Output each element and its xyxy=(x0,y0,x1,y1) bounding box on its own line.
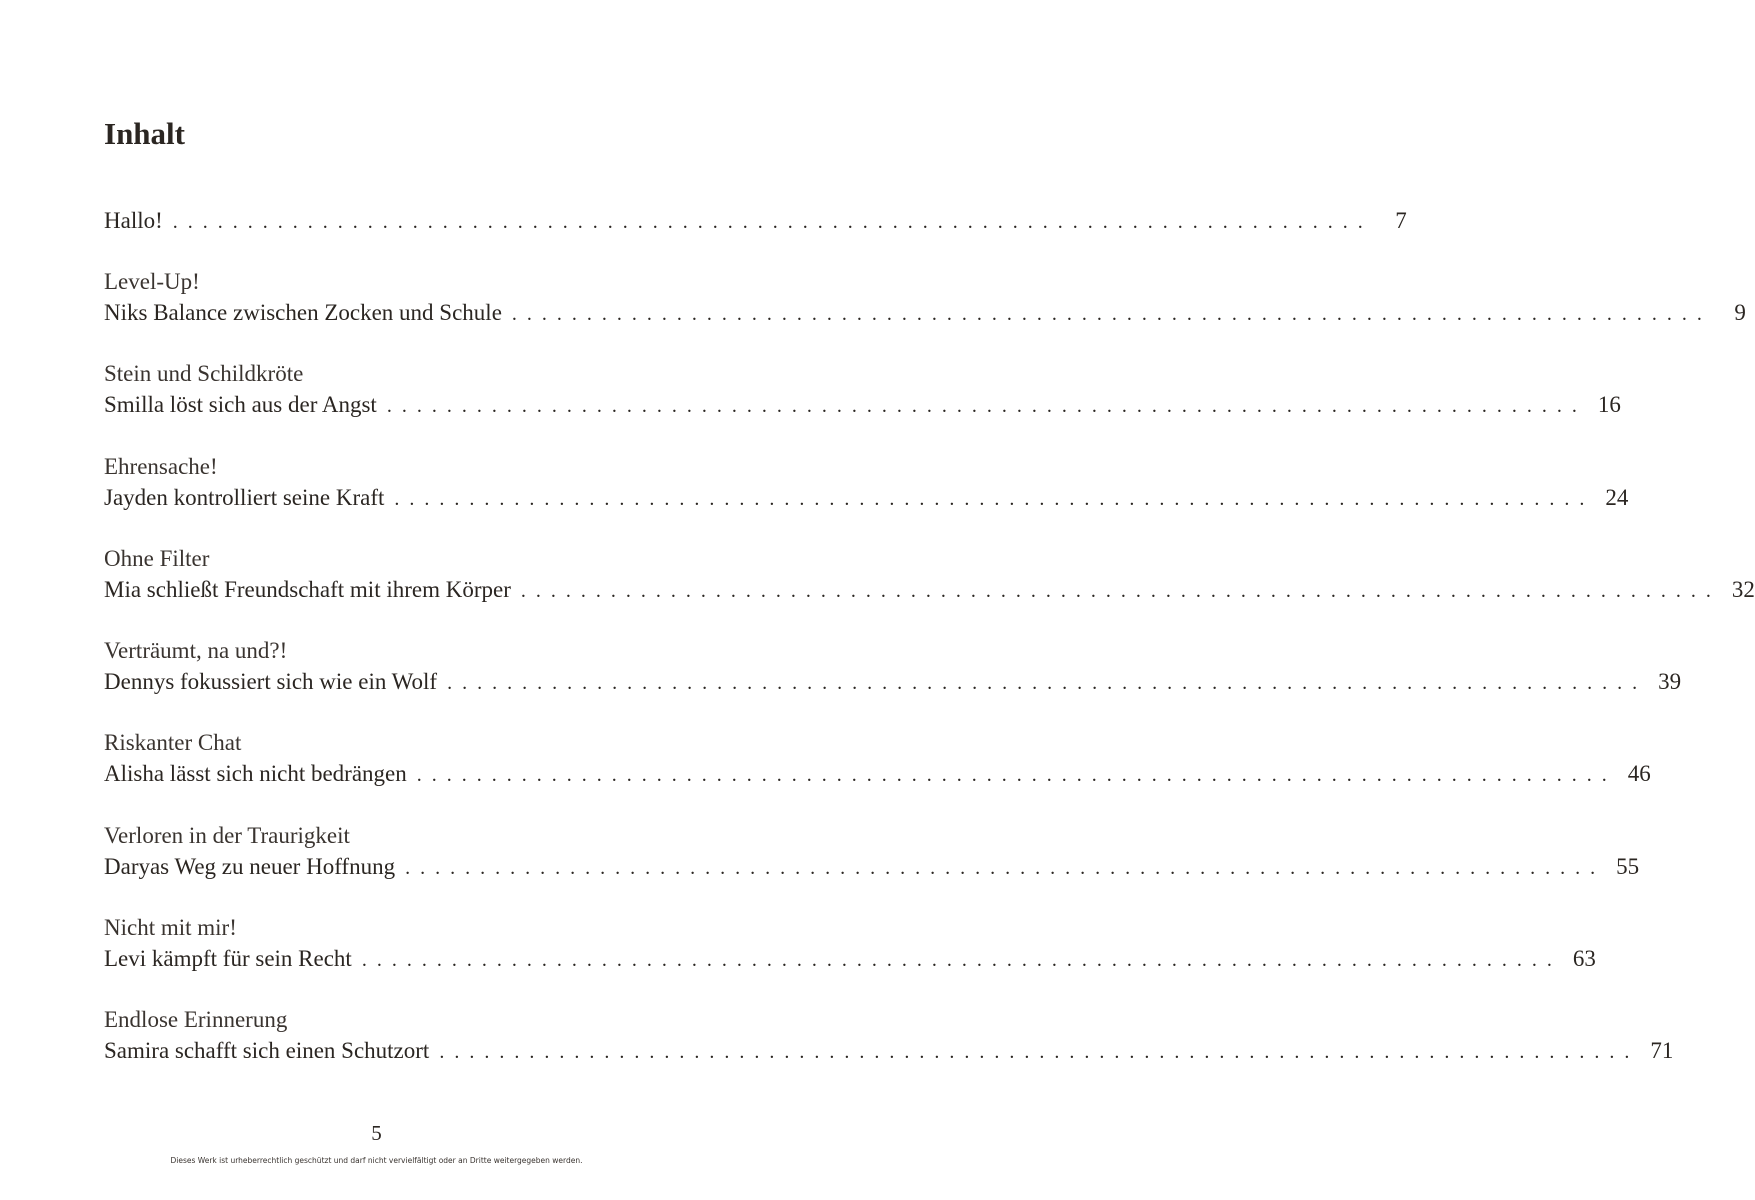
toc-entry-line xyxy=(104,944,1596,974)
toc-entry[interactable] xyxy=(104,267,1746,359)
toc-entry-title: Endlose Erinnerung xyxy=(104,1007,288,1033)
toc-entry-page: 32 xyxy=(1731,576,1755,602)
toc-entry-subtitle: Hallo! xyxy=(104,208,163,233)
toc-entry-subtitle: Jayden kontrolliert seine Kraft xyxy=(104,484,385,510)
toc-entry-page: 55 xyxy=(1616,853,1640,879)
dot-leader: . . . . . . . . . . . . . . . . . . . . . . . . . . . . . . . . . . . . . . . . . . . . . . . . . . . . . . . . . . . . . . . . . . . . . . . . . . . . . . . . xyxy=(361,949,1552,972)
toc-entry-page: 9 xyxy=(1734,300,1746,325)
toc-entry-title: Stein und Schildkröte xyxy=(104,361,304,387)
toc-entry-page: 63 xyxy=(1572,946,1596,972)
dot-leader: . . . . . . . . . . . . . . . . . . . . . . . . . . . . . . . . . . . . . . . . . . . . . . . . . . . . . . . . . . . . . . . . . . . . . . . . . . . . . . . . xyxy=(447,672,1638,695)
dot-leader: . . . . . . . . . . . . . . . . . . . . . . . . . . . . . . . . . . . . . . . . . . . . . . . . . . . . . . . . . . . . . . . . . . . . . . . . . . . . . . . . xyxy=(439,1041,1630,1064)
toc-entry-line xyxy=(104,483,1629,513)
toc-entry[interactable] xyxy=(104,1005,1674,1097)
toc-entry-page: 71 xyxy=(1650,1038,1674,1064)
dot-leader: . . . . . . . . . . . . . . . . . . . . . . . . . . . . . . . . . . . . . . . . . . . . . . . . . . . . . . . . . . . . . . . . . . . . . . . . . . . . . . . . xyxy=(405,856,1596,879)
toc-entry-subtitle: Daryas Weg zu neuer Hoffnung xyxy=(104,853,396,879)
toc-entry-page: 7 xyxy=(1395,208,1407,233)
toc-entry-title: Level-Up! xyxy=(104,269,200,294)
toc-entry[interactable] xyxy=(104,544,1755,636)
table-of-contents xyxy=(104,206,1755,1098)
toc-entry-line xyxy=(104,298,1746,328)
toc-entry[interactable] xyxy=(104,636,1682,728)
toc-entry-title: Ohne Filter xyxy=(104,545,210,571)
toc-entry[interactable] xyxy=(104,913,1596,1005)
copyright-notice: Dieses Werk ist urheberrechtlich geschützt und darf nicht vervielfältigt oder an Dritte weitergegeben werden. xyxy=(170,1156,583,1165)
dot-leader: . . . . . . . . . . . . . . . . . . . . . . . . . . . . . . . . . . . . . . . . . . . . . . . . . . . . . . . . . . . . . . . . . . . . . . . . . . . . . . . . xyxy=(511,303,1702,325)
toc-entry-title: Ehrensache! xyxy=(104,453,218,479)
toc-entry[interactable] xyxy=(104,728,1651,820)
toc-entry-subtitle: Dennys fokussiert sich wie ein Wolf xyxy=(104,669,438,695)
toc-entry-title: Verloren in der Traurigkeit xyxy=(104,822,350,848)
toc-entry[interactable] xyxy=(104,452,1629,544)
toc-entry-line xyxy=(104,1036,1674,1066)
toc-entry-title: Nicht mit mir! xyxy=(104,915,237,941)
toc-entry[interactable] xyxy=(104,359,1621,451)
toc-entry-line xyxy=(104,667,1682,697)
toc-entry-line xyxy=(104,390,1621,420)
toc-heading: Inhalt xyxy=(104,116,185,151)
toc-entry-line xyxy=(104,759,1651,789)
toc-entry-page: 16 xyxy=(1597,392,1621,418)
toc-entry-subtitle: Levi kämpft für sein Recht xyxy=(104,946,352,972)
toc-entry-page: 39 xyxy=(1658,669,1682,695)
toc-entry-title: Riskanter Chat xyxy=(104,730,242,756)
toc-entry-subtitle: Alisha lässt sich nicht bedrängen xyxy=(104,761,407,787)
toc-entry-subtitle: Samira schafft sich einen Schutzort xyxy=(104,1038,430,1064)
toc-entry-line xyxy=(104,575,1755,605)
toc-entry[interactable] xyxy=(104,821,1640,913)
dot-leader: . . . . . . . . . . . . . . . . . . . . . . . . . . . . . . . . . . . . . . . . . . . . . . . . . . . . . . . . . . . . . . . . . . . . . . . . . . . . . . . . xyxy=(172,211,1363,233)
toc-entry-line xyxy=(104,206,1407,236)
dot-leader: . . . . . . . . . . . . . . . . . . . . . . . . . . . . . . . . . . . . . . . . . . . . . . . . . . . . . . . . . . . . . . . . . . . . . . . . . . . . . . . . xyxy=(520,579,1711,602)
toc-entry-title: Verträumt, na und?! xyxy=(104,638,288,664)
toc-entry-subtitle: Mia schließt Freundschaft mit ihrem Körper xyxy=(104,576,511,602)
toc-entry[interactable] xyxy=(104,206,1407,267)
dot-leader: . . . . . . . . . . . . . . . . . . . . . . . . . . . . . . . . . . . . . . . . . . . . . . . . . . . . . . . . . . . . . . . . . . . . . . . . . . . . . . . . xyxy=(394,487,1585,510)
toc-entry-page: 46 xyxy=(1627,761,1651,787)
toc-entry-page: 24 xyxy=(1605,484,1629,510)
page-number: 5 xyxy=(371,1121,382,1145)
toc-entry-subtitle: Smilla löst sich aus der Angst xyxy=(104,392,377,418)
toc-entry-line xyxy=(104,852,1640,882)
dot-leader: . . . . . . . . . . . . . . . . . . . . . . . . . . . . . . . . . . . . . . . . . . . . . . . . . . . . . . . . . . . . . . . . . . . . . . . . . . . . . . . . xyxy=(416,764,1607,787)
dot-leader: . . . . . . . . . . . . . . . . . . . . . . . . . . . . . . . . . . . . . . . . . . . . . . . . . . . . . . . . . . . . . . . . . . . . . . . . . . . . . . . . xyxy=(386,395,1577,418)
toc-entry-subtitle: Niks Balance zwischen Zocken und Schule xyxy=(104,300,502,325)
